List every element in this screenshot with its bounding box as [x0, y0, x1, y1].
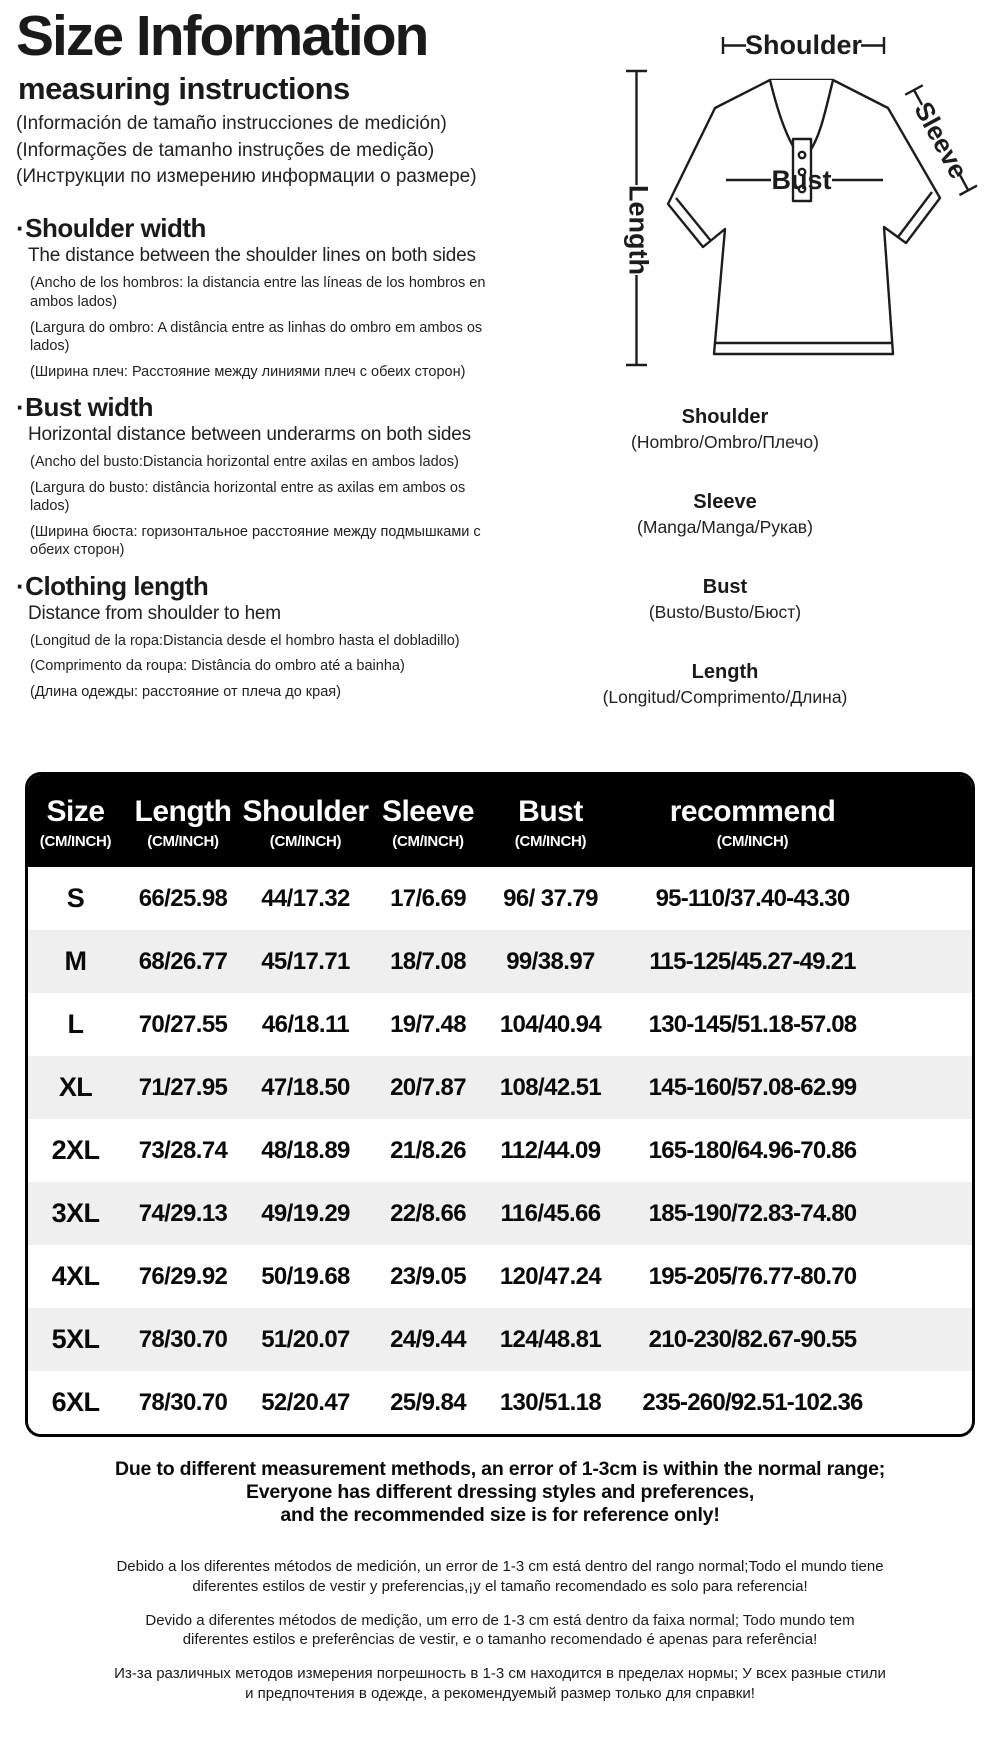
column-header-unit: (CM/INCH) — [392, 832, 464, 850]
table-cell: 116/45.66 — [500, 1199, 601, 1227]
subtitle-translations — [16, 111, 544, 192]
section-translation-line: (Largura do ombro: A distância entre as linhas do ombro em ambos os lados) — [30, 319, 483, 355]
column-header — [243, 775, 368, 867]
size-cell: 6XL — [51, 1387, 100, 1417]
table-row — [28, 867, 972, 930]
shoulder-measure-annotation — [723, 30, 884, 60]
column-header — [28, 775, 123, 867]
disclaimer-russian: Из-за различных методов измерения погрешность в 1-3 см находится в пределах нормы; У всех разные стили и предпочтения в одежде, а рекомендуемый размер только для справки! — [114, 1665, 886, 1702]
disclaimer-english — [0, 1458, 1000, 1527]
size-cell: L — [67, 1009, 84, 1039]
section-description: The distance between the shoulder lines on both sides — [28, 245, 476, 267]
table-cell: 130/51.18 — [499, 1388, 602, 1416]
subtitle-translation-line: (Инструкции по измерению информации о размере) — [16, 166, 477, 188]
table-cell: 20/7.87 — [390, 1073, 466, 1101]
page-title: Size Information — [16, 4, 428, 68]
column-header-unit: (CM/INCH) — [269, 832, 342, 850]
size-cell: 2XL — [51, 1135, 100, 1165]
table-cell: 17/6.69 — [390, 884, 466, 912]
length-diagram-label: Length — [623, 185, 654, 275]
legend-translation: (Busto/Busto/Бюст) — [648, 602, 802, 622]
table-row — [28, 1119, 972, 1182]
disclaimer-english-line: Due to different measurement methods, an error of 1-3cm is within the normal range; — [114, 1458, 886, 1480]
column-header-unit: (CM/INCH) — [147, 832, 219, 850]
table-cell: 115-125/45.27-49.21 — [649, 947, 856, 975]
table-cell: 96/ 37.79 — [503, 884, 598, 912]
table-cell: 19/7.48 — [390, 1010, 466, 1038]
table-cell: 78/30.70 — [138, 1325, 228, 1353]
table-cell: 108/42.51 — [499, 1073, 602, 1101]
legend-item — [546, 661, 904, 708]
table-row — [28, 993, 972, 1056]
length-measure-annotation — [623, 71, 653, 365]
table-cell: 22/8.66 — [390, 1199, 466, 1227]
section-translations — [16, 632, 544, 702]
table-cell: 195-205/76.77-80.70 — [648, 1262, 857, 1290]
size-cell: M — [64, 946, 87, 976]
column-header-name: recommend — [669, 794, 836, 828]
table-cell: 18/7.08 — [390, 947, 466, 975]
column-header — [488, 775, 613, 867]
section-translation-line: (Longitud de la ropa:Distancia desde el hombro hasta el dobladillo) — [30, 632, 460, 649]
column-header-unit: (CM/INCH) — [39, 832, 112, 850]
column-header — [368, 775, 488, 867]
subtitle-translation-line: (Información de tamaño instrucciones de medición) — [16, 112, 447, 134]
table-row — [28, 1371, 972, 1434]
measurement-sections — [16, 213, 544, 701]
section-translation-line: (Ширина плеч: Расстояние между линиями плеч с обеих сторон) — [30, 363, 466, 380]
table-row — [28, 1308, 972, 1371]
table-cell: 99/38.97 — [506, 947, 595, 975]
table-cell: 68/26.77 — [138, 947, 228, 975]
table-cell: 24/9.44 — [390, 1325, 466, 1353]
table-cell: 45/17.71 — [261, 947, 350, 975]
section-title: · Bust width — [16, 392, 544, 423]
table-cell: 104/40.94 — [499, 1010, 602, 1038]
legend-translation: (Manga/Manga/Рукав) — [637, 517, 813, 537]
size-table — [25, 772, 975, 1437]
column-header-unit: (CM/INCH) — [514, 832, 587, 850]
table-cell: 112/44.09 — [500, 1136, 601, 1164]
polo-shirt-diagram — [540, 8, 1000, 372]
page-subtitle: measuring instructions — [18, 70, 350, 106]
table-cell: 47/18.50 — [261, 1073, 350, 1101]
size-cell: 5XL — [51, 1324, 100, 1354]
legend-name: Length — [691, 661, 759, 683]
section-description: Distance from shoulder to hem — [28, 602, 281, 624]
table-cell: 76/29.92 — [138, 1262, 228, 1290]
measurement-section — [16, 571, 544, 702]
table-cell: 48/18.89 — [261, 1136, 350, 1164]
table-cell: 49/19.29 — [261, 1199, 350, 1227]
legend-item — [546, 576, 904, 623]
shoulder-diagram-label: Shoulder — [744, 30, 863, 60]
size-cell: 3XL — [51, 1198, 100, 1228]
legend-name: Sleeve — [693, 491, 757, 513]
section-translations — [16, 274, 544, 381]
size-table-header — [28, 775, 972, 867]
diagram-legend — [546, 406, 904, 746]
size-table-body — [28, 867, 972, 1434]
table-cell: 71/27.95 — [138, 1073, 228, 1101]
column-header — [123, 775, 243, 867]
column-header-name: Bust — [518, 794, 583, 828]
table-cell: 235-260/92.51-102.36 — [642, 1388, 863, 1416]
disclaimer-english-line: Everyone has different dressing styles and preferences, — [245, 1481, 755, 1503]
legend-translation: (Longitud/Comprimento/Длина) — [602, 687, 848, 707]
bust-diagram-label: Bust — [771, 165, 832, 195]
disclaimer-portuguese: Devido a diferentes métodos de medição, um erro de 1-3 cm está dentro da faixa normal; Todo mundo tem diferentes estilos e preferências de vestir, e o tamanho recomendado é apenas para referência! — [145, 1611, 855, 1649]
section-description: Horizontal distance between underarms on both sides — [28, 424, 471, 446]
section-translation-line: (Длина одежды: расстояние от плеча до края) — [30, 684, 341, 701]
section-translation-line: (Comprimento da roupa: Distância do ombro até a bainha) — [30, 658, 405, 675]
table-cell: 185-190/72.83-74.80 — [648, 1199, 857, 1227]
table-cell: 66/25.98 — [138, 884, 228, 912]
table-cell: 210-230/82.67-90.55 — [648, 1325, 857, 1353]
measuring-instructions-panel — [16, 6, 544, 713]
disclaimer-notes — [0, 1458, 1000, 1718]
section-translation-line: (Ширина бюста: горизонтальное расстояние между подмышками с обеих сторон) — [30, 523, 481, 559]
size-cell: XL — [58, 1072, 93, 1102]
legend-translation: (Hombro/Ombro/Плечо) — [631, 432, 819, 452]
subtitle-translation-line: (Informações de tamanho instruções de medição) — [16, 139, 435, 161]
size-cell: 4XL — [51, 1261, 100, 1291]
table-row — [28, 930, 972, 993]
table-cell: 51/20.07 — [261, 1325, 350, 1353]
column-header-name: Shoulder — [242, 794, 369, 828]
table-row — [28, 1245, 972, 1308]
column-header-name: Size — [46, 794, 105, 828]
table-cell: 74/29.13 — [138, 1199, 228, 1227]
table-cell: 130-145/51.18-57.08 — [648, 1010, 857, 1038]
sleeve-diagram-label: Sleeve — [908, 96, 974, 184]
section-title: · Clothing length — [16, 571, 544, 602]
size-cell: S — [66, 883, 85, 913]
table-cell: 44/17.32 — [261, 884, 350, 912]
table-row — [28, 1182, 972, 1245]
legend-item — [546, 491, 904, 538]
table-cell: 21/8.26 — [390, 1136, 466, 1164]
table-cell: 124/48.81 — [499, 1325, 602, 1353]
legend-name: Shoulder — [681, 406, 769, 428]
table-cell: 50/19.68 — [261, 1262, 350, 1290]
column-header-unit: (CM/INCH) — [716, 832, 789, 850]
table-cell: 23/9.05 — [390, 1262, 466, 1290]
column-header-name: Sleeve — [381, 794, 475, 828]
section-title: · Shoulder width — [16, 213, 544, 244]
column-header — [613, 775, 972, 867]
table-cell: 95-110/37.40-43.30 — [655, 884, 850, 912]
legend-item — [546, 406, 904, 453]
section-translations — [16, 453, 544, 560]
table-cell: 52/20.47 — [261, 1388, 350, 1416]
disclaimer-english-line: and the recommended size is for reference only! — [280, 1504, 720, 1526]
table-cell: 145-160/57.08-62.99 — [648, 1073, 857, 1101]
table-cell: 78/30.70 — [138, 1388, 228, 1416]
table-cell: 73/28.74 — [138, 1136, 228, 1164]
measurement-section — [16, 213, 544, 381]
table-row — [28, 1056, 972, 1119]
column-header-name: Length — [134, 794, 232, 828]
legend-name: Bust — [702, 576, 748, 598]
measurement-section — [16, 392, 544, 560]
table-cell: 25/9.84 — [390, 1388, 466, 1416]
table-cell: 120/47.24 — [499, 1262, 602, 1290]
section-translation-line: (Ancho del busto:Distancia horizontal entre axilas en ambos lados) — [30, 454, 459, 471]
table-cell: 70/27.55 — [138, 1010, 228, 1038]
section-translation-line: (Ancho de los hombros: la distancia entre las líneas de los hombros en ambos lados) — [30, 275, 486, 310]
table-cell: 46/18.11 — [261, 1010, 350, 1038]
disclaimer-spanish: Debido a los diferentes métodos de medición, un error de 1-3 cm está dentro del rango normal;Todo el mundo tiene diferentes estilos de vestir y preferencias,¡y el tamaño recomendado es solo para referencia! — [116, 1558, 884, 1595]
table-cell: 165-180/64.96-70.86 — [648, 1136, 857, 1164]
section-translation-line: (Largura do busto: distância horizontal entre as axilas em ambos os lados) — [30, 479, 466, 515]
